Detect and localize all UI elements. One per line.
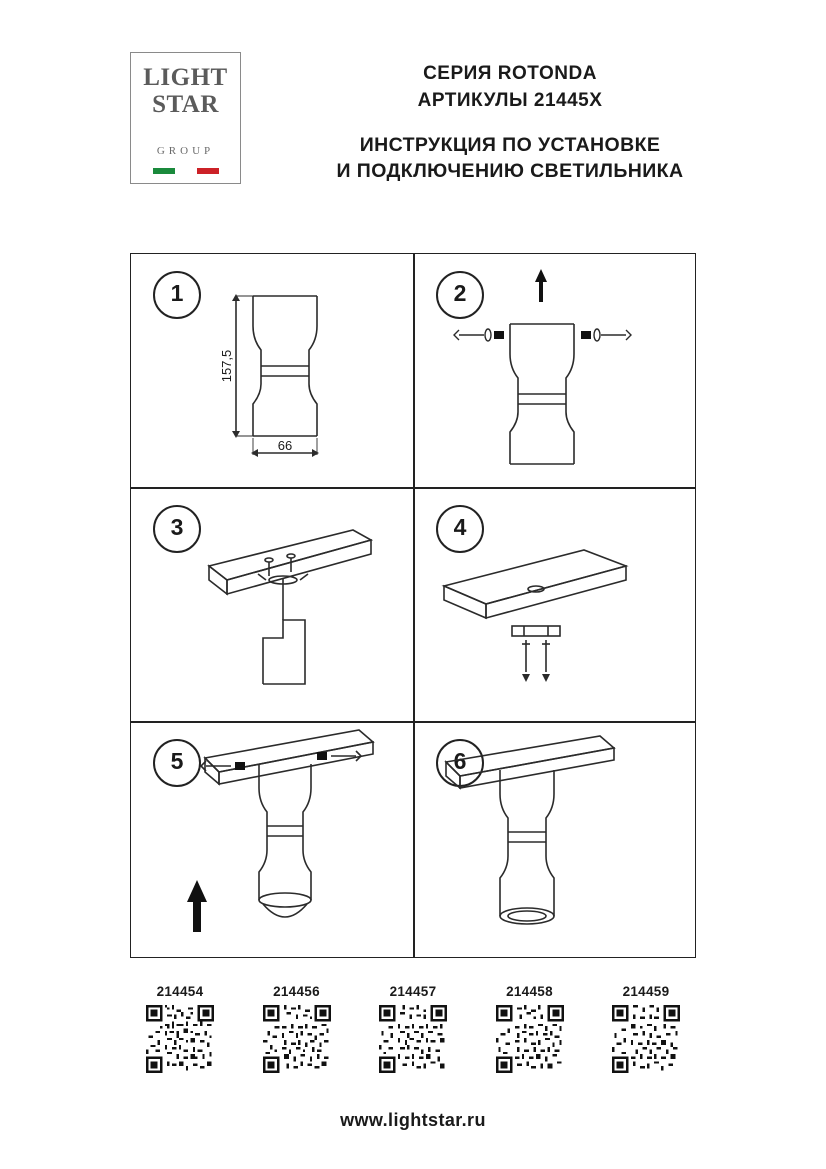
logo-line-1: LIGHT xyxy=(143,64,228,91)
step-2-diagram xyxy=(414,254,696,489)
italy-flag-icon xyxy=(153,168,219,174)
steps-grid xyxy=(130,253,696,958)
code-item xyxy=(363,984,463,1084)
step-6-diagram xyxy=(414,722,696,957)
qr-code-icon xyxy=(146,1005,214,1073)
code-label: 214457 xyxy=(389,984,437,999)
logo-group-label: GROUP xyxy=(156,145,215,157)
qr-code-icon xyxy=(263,1005,331,1073)
step-4-diagram xyxy=(414,488,696,723)
instruction-line-1: ИНСТРУКЦИЯ ПО УСТАНОВКЕ xyxy=(359,134,661,156)
qr-code-icon xyxy=(496,1005,564,1073)
code-item xyxy=(480,984,580,1084)
step-cell-6 xyxy=(414,722,696,957)
product-codes-row xyxy=(130,984,696,1084)
logo-line-2: STAR xyxy=(152,91,219,118)
step-cell-5 xyxy=(131,722,413,957)
qr-code-icon xyxy=(379,1005,447,1073)
article-title: АРТИКУЛЫ 21445X xyxy=(417,90,603,111)
code-label: 214458 xyxy=(506,984,553,999)
step-5-diagram xyxy=(131,722,413,957)
instruction-line-2: И ПОДКЛЮЧЕНИЮ СВЕТИЛЬНИКА xyxy=(336,160,684,182)
logo-wordmark xyxy=(131,64,240,118)
step-number-4: 4 xyxy=(436,505,484,553)
step-cell-3 xyxy=(131,488,413,723)
code-label: 214456 xyxy=(273,984,320,999)
step-number-5: 5 xyxy=(153,739,201,787)
step-cell-2 xyxy=(414,254,696,489)
step-1-diagram xyxy=(131,254,413,489)
code-label: 214454 xyxy=(156,984,204,999)
step-cell-1 xyxy=(131,254,413,489)
step-1-width-label: 66 xyxy=(277,438,293,453)
qr-code-icon xyxy=(612,1005,680,1073)
step-cell-4 xyxy=(414,488,696,723)
step-3-diagram xyxy=(131,488,413,723)
series-title: СЕРИЯ ROTONDA xyxy=(423,63,597,84)
code-label: 214459 xyxy=(622,984,670,999)
code-item xyxy=(247,984,347,1084)
step-number-1: 1 xyxy=(153,271,201,319)
code-item xyxy=(130,984,230,1084)
code-item xyxy=(596,984,696,1084)
step-1-height-label: 157,5 xyxy=(219,349,234,383)
page-header xyxy=(0,52,826,192)
step-number-2: 2 xyxy=(436,271,484,319)
title-block xyxy=(260,60,760,184)
brand-logo xyxy=(130,52,241,184)
step-number-6: 6 xyxy=(436,739,484,787)
step-number-3: 3 xyxy=(153,505,201,553)
footer-website[interactable]: www.lightstar.ru xyxy=(340,1110,486,1130)
